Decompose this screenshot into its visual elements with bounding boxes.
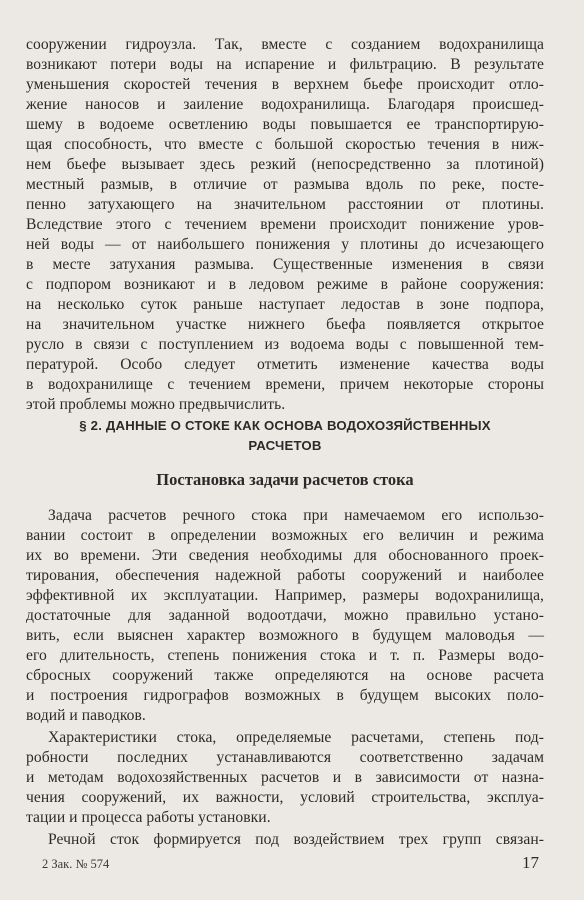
text-line: в водохранилище с течением времени, причем некоторые стороны xyxy=(26,376,544,393)
text-line: и методам водохозяйственных расчетов и в зависимости от назна- xyxy=(26,769,544,786)
text-line: на несколько суток раньше наступает ледостав в зоне подпора, xyxy=(26,296,544,313)
text-line: Задача расчетов речного стока при намечаемом его использо- xyxy=(48,507,544,524)
text-line: шему в водоеме осветлению воды повышается ее транспортирую- xyxy=(26,116,544,133)
printer-signature: 2 Зак. № 574 xyxy=(42,857,110,871)
text-line: в месте затухания размыва. Существенные изменения в связи xyxy=(26,256,544,273)
text-line: чения сооружений, их важности, условий строительства, эксплуа- xyxy=(26,789,544,806)
subsection-title: Постановка задачи расчетов стока xyxy=(156,470,414,489)
text-line: его длительность, степень понижения стока и т. п. Размеры водо- xyxy=(26,647,544,664)
text-line: пературой. Особо следует отметить изменение качества воды xyxy=(26,356,544,373)
text-line: щая способность, что вместе с большой скоростью течения в ниж- xyxy=(26,136,544,153)
text-line: уменьшения скоростей течения в верхнем бьефе происходит отло- xyxy=(26,76,544,93)
text-line: вании состоит в определении возможных его величин и режима xyxy=(26,527,544,544)
text-line: Характеристики стока, определяемые расчетами, степень под- xyxy=(48,729,544,746)
text-line: тирования, обеспечения надежной работы сооружений и наиболее xyxy=(26,567,544,584)
text-line: с подпором возникают и в ледовом режиме в районе сооружения: xyxy=(26,276,544,293)
text-line: ней воды — от наибольшего понижения у плотины до исчезающего xyxy=(26,236,544,253)
text-line: и построения гидрографов возможных в будущем высоких поло- xyxy=(26,687,544,704)
text-line: достаточные для заданной водоотдачи, можно правильно устано- xyxy=(26,607,544,624)
text-line: жение наносов и заиление водохранилища. Благодаря происшед- xyxy=(26,96,544,113)
text-line: тации и процесса работы установки. xyxy=(26,809,271,826)
text-line: нем бьефе вызывает здесь резкий (непосредственно за плотиной) xyxy=(26,156,544,173)
text-line: на значительном участке нижнего бьефа появляется открытое xyxy=(26,316,544,333)
section-heading-line-1: § 2. ДАННЫЕ О СТОКЕ КАК ОСНОВА ВОДОХОЗЯЙСТВЕННЫХ xyxy=(79,418,491,433)
section-heading-line-2: РАСЧЕТОВ xyxy=(248,438,322,453)
text-line: Вследствие этого с течением времени происходит понижение уров- xyxy=(26,216,544,233)
text-line: местный размыв, в отличие от размыва вдоль по реке, посте- xyxy=(26,176,544,193)
text-line: водий и паводков. xyxy=(26,707,146,724)
text-line: вить, если выяснен характер возможного в будущем маловодья — xyxy=(26,627,544,644)
text-line: сооружении гидроузла. Так, вместе с созданием водохранилища xyxy=(26,36,544,53)
text-line: пенно затухающего на значительном расстоянии от плотины. xyxy=(26,196,544,213)
page-number: 17 xyxy=(522,853,539,872)
text-line: Речной сток формируется под воздействием трех групп связан- xyxy=(48,831,544,848)
text-line: сбросных сооружений также определяются на основе расчета xyxy=(26,667,544,684)
text-line: возникают потери воды на испарение и фильтрацию. В результате xyxy=(26,56,544,73)
text-line: их во времени. Эти сведения необходимы для обоснованного проек- xyxy=(26,547,544,564)
text-line: этой проблемы можно предвычислить. xyxy=(26,396,286,413)
text-line: русло в связи с поступлением из водоема воды с повышенной тем- xyxy=(26,336,544,353)
text-line: эффективной их эксплуатации. Например, размеры водохранилища, xyxy=(26,587,544,604)
text-line: робности последних устанавливаются соответственно задачам xyxy=(26,749,544,766)
